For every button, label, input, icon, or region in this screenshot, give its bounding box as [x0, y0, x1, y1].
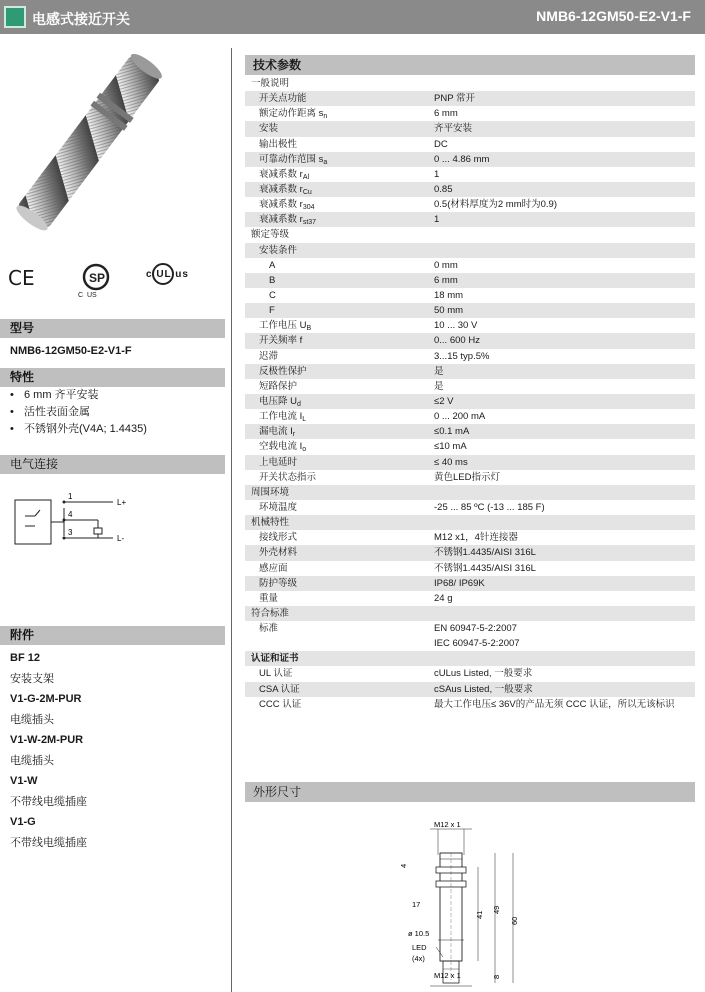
- spec-row: [245, 303, 695, 318]
- spec-label: 开关状态指示: [259, 471, 317, 483]
- spec-row: [245, 258, 695, 273]
- spec-value: 24 g: [434, 592, 453, 604]
- spec-value: cSAus Listed, 一般要求: [434, 683, 533, 695]
- spec-value: 黄色LED指示灯: [434, 471, 500, 483]
- accessory-desc: 电缆插头: [10, 713, 54, 726]
- accessory-code: V1-G: [10, 816, 36, 828]
- spec-value: 18 mm: [434, 289, 464, 301]
- spec-label: 安装: [259, 123, 279, 135]
- spec-label: 机械特性: [251, 517, 290, 529]
- specs-table: [245, 76, 695, 727]
- spec-value: 最大工作电压≤ 36V的产品无须 CCC 认证，所以无该标识: [434, 698, 675, 710]
- wiring-diagram: [10, 488, 150, 554]
- spec-label: 衰减系数 $r_{st37}$: [259, 214, 317, 227]
- spec-row: [245, 212, 695, 227]
- spec-value: -25 ... 85 ºC (-13 ... 185 F): [434, 501, 545, 513]
- spec-label: 开关点功能: [259, 93, 307, 105]
- spec-value: 不锈钢1.4435/AISI 316L: [434, 547, 536, 559]
- spec-row: [245, 121, 695, 136]
- accessories-section-title: 附件: [0, 626, 225, 645]
- model-number: NMB6-12GM50-E2-V1-F: [536, 8, 691, 24]
- spec-label: 衰减系数 $r_{Al}$: [259, 168, 310, 181]
- spec-row: [245, 91, 695, 106]
- spec-row: [245, 333, 695, 348]
- spec-row: [245, 167, 695, 182]
- spec-value: 是: [434, 365, 444, 377]
- type-value: NMB6-12GM50-E2-V1-F: [10, 345, 132, 357]
- spec-label: 额定等级: [251, 229, 290, 241]
- spec-label-subscript: B: [306, 325, 312, 333]
- pin-3-label: 3: [68, 528, 73, 537]
- spec-row: [245, 288, 695, 303]
- diameter-label: ø 10.5: [408, 929, 430, 938]
- spec-label: 漏电流 $I_r$: [259, 426, 296, 439]
- spec-value: 6 mm: [434, 274, 458, 286]
- spec-label-subscript: a: [323, 158, 328, 166]
- spec-label: 可靠动作范围 $s_a$: [259, 153, 328, 166]
- spec-label: 周围环境: [251, 486, 290, 498]
- spec-label-subscript: Cu: [302, 188, 312, 196]
- spec-row: [245, 364, 695, 379]
- spec-value: 6 mm: [434, 108, 458, 120]
- spec-label: 工作电流 $I_L$: [259, 411, 307, 424]
- spec-label: 衰减系数 $r_{Cu}$: [259, 183, 312, 196]
- accessory-code: BF 12: [10, 652, 40, 664]
- spec-label: 输出极性: [259, 138, 298, 150]
- spec-label-subscript: st37: [302, 219, 317, 227]
- spec-row: [245, 318, 695, 333]
- spec-value: 是: [434, 380, 444, 392]
- dimension-drawing: [400, 815, 540, 992]
- spec-label: 防护等级: [259, 577, 298, 589]
- spec-row: [245, 137, 695, 152]
- led-count-label: (4x): [412, 954, 425, 963]
- led-label: LED: [412, 943, 427, 952]
- csa-logo: [78, 262, 118, 302]
- wrench-size-label: 17: [412, 900, 421, 909]
- spec-value: 0... 600 Hz: [434, 335, 480, 347]
- spec-row: [245, 697, 695, 727]
- spec-value: cULus Listed, 一般要求: [434, 668, 533, 680]
- spec-label: 感应面: [259, 562, 288, 574]
- l-minus-label: L-: [117, 534, 125, 543]
- l-plus-label: L+: [117, 498, 127, 507]
- spec-label: A: [269, 259, 276, 271]
- spec-row: [245, 485, 695, 500]
- spec-row: [245, 152, 695, 167]
- spec-label: 符合标准: [251, 607, 290, 619]
- ce-mark: [8, 266, 35, 290]
- feature-item: • 活性表面金属: [10, 404, 147, 421]
- spec-row: [245, 530, 695, 545]
- spec-value: 0.85: [434, 183, 453, 195]
- accessory-desc: 电缆插头: [10, 754, 54, 767]
- ul-logo: [146, 262, 189, 280]
- spec-row: [245, 197, 695, 212]
- brand-logo: [4, 6, 26, 28]
- spec-value: ≤0.1 mA: [434, 426, 470, 438]
- feature-item: • 6 mm 齐平安装: [10, 387, 147, 404]
- spec-row: [245, 636, 695, 651]
- electrical-section-title: 电气连接: [0, 455, 225, 474]
- spec-label: 衰减系数 $r_{304}$: [259, 199, 315, 212]
- spec-row: [245, 576, 695, 591]
- spec-label: CCC 认证: [259, 698, 302, 710]
- column-divider: [231, 48, 232, 992]
- spec-value: 3...15 typ.5%: [434, 350, 490, 362]
- spec-label-subscript: Al: [302, 173, 310, 181]
- specs-title: 技术参数: [245, 55, 695, 75]
- spec-label: 重量: [259, 592, 279, 604]
- ce-mark-text: CE: [8, 266, 35, 290]
- spec-row: [245, 515, 695, 530]
- spec-value: 0 ... 4.86 mm: [434, 153, 490, 165]
- spec-row: [245, 106, 695, 121]
- dimensions-title: 外形尺寸: [245, 782, 695, 802]
- spec-label: 额定动作距离 $s_n$: [259, 108, 328, 121]
- spec-label: 环境温度: [259, 501, 298, 513]
- spec-value: 0.5(材料厚度为2 mm时为0.9): [434, 199, 557, 211]
- spec-row: [245, 545, 695, 560]
- spec-row: [245, 651, 695, 666]
- spec-row: [245, 470, 695, 485]
- spec-row: [245, 682, 695, 697]
- spec-label: CSA 认证: [259, 683, 300, 695]
- spec-value: 不锈钢1.4435/AISI 316L: [434, 562, 536, 574]
- pin-4-label: 4: [68, 510, 73, 519]
- spec-value: 10 ... 30 V: [434, 320, 478, 332]
- spec-value: 0 ... 200 mA: [434, 411, 486, 423]
- spec-row: [245, 273, 695, 288]
- spec-label: 接线形式: [259, 532, 298, 544]
- spec-value: PNP 常开: [434, 93, 476, 105]
- spec-value: IP68/ IP69K: [434, 577, 485, 589]
- spec-value: 1: [434, 168, 440, 180]
- spec-label-subscript: n: [323, 113, 328, 121]
- spec-row: [245, 349, 695, 364]
- nut-height-label: 4: [399, 863, 408, 868]
- accessory-code: V1-W-2M-PUR: [10, 734, 84, 746]
- accessory-code: V1-G-2M-PUR: [10, 693, 82, 705]
- spec-value: DC: [434, 138, 448, 150]
- spec-label: 电压降 $U_d$: [259, 395, 301, 408]
- spec-label: F: [269, 305, 275, 317]
- spec-value: ≤10 mA: [434, 441, 467, 453]
- header-bar: [0, 0, 705, 34]
- spec-row: [245, 76, 695, 91]
- spec-label: 一般说明: [251, 78, 290, 89]
- spec-label: 标准: [259, 623, 279, 635]
- spec-value: IEC 60947-5-2:2007: [434, 638, 520, 650]
- spec-row: [245, 621, 695, 636]
- csa-label: C US: [78, 292, 97, 299]
- spec-label: 上电延时: [259, 456, 298, 468]
- accessory-desc: 不带线电缆插座: [10, 836, 87, 849]
- spec-label-subscript: r: [292, 431, 296, 439]
- length-60-label: 60: [510, 916, 519, 925]
- spec-row: [245, 424, 695, 439]
- spec-row: [245, 227, 695, 242]
- features-list: [10, 387, 147, 438]
- thread-bottom-label: M12 x 1: [434, 971, 461, 980]
- length-8-label: 8: [492, 974, 501, 979]
- spec-label: 认证和证书: [251, 653, 299, 665]
- spec-row: [245, 666, 695, 681]
- type-section-title: 型号: [0, 319, 225, 338]
- spec-row: [245, 182, 695, 197]
- accessory-desc: 不带线电缆插座: [10, 795, 87, 808]
- spec-label: 迟滞: [259, 350, 279, 362]
- spec-label: 反极性保护: [259, 365, 307, 377]
- spec-value: ≤ 40 ms: [434, 456, 468, 468]
- spec-value: 齐平安装: [434, 123, 473, 135]
- feature-item: • 不锈钢外壳(V4A; 1.4435): [10, 421, 147, 438]
- spec-label: 安装条件: [259, 244, 298, 256]
- spec-label-subscript: 304: [302, 204, 315, 212]
- spec-label-subscript: o: [302, 446, 307, 454]
- spec-value: 1: [434, 214, 440, 226]
- thread-top-label: M12 x 1: [434, 820, 461, 829]
- spec-value: EN 60947-5-2:2007: [434, 623, 517, 635]
- length-41-label: 41: [475, 910, 484, 919]
- spec-row: [245, 409, 695, 424]
- spec-value: 0 mm: [434, 259, 458, 271]
- spec-row: [245, 394, 695, 409]
- spec-label: 工作电压 $U_B$: [259, 320, 312, 333]
- spec-label: UL 认证: [259, 668, 293, 680]
- spec-label-subscript: d: [297, 400, 301, 408]
- spec-row: [245, 439, 695, 454]
- spec-row: [245, 606, 695, 621]
- spec-row: [245, 379, 695, 394]
- spec-value: M12 x1，4针连接器: [434, 532, 518, 544]
- spec-row: [245, 243, 695, 258]
- accessory-code: V1-W: [10, 775, 38, 787]
- accessories-list: [10, 648, 87, 853]
- spec-row: [245, 455, 695, 470]
- spec-label: 开关频率 f: [259, 335, 303, 347]
- spec-label-subscript: L: [302, 416, 307, 424]
- length-49-label: 49: [492, 905, 501, 914]
- spec-label: 短路保护: [259, 380, 298, 392]
- sensor-product-image: [10, 60, 225, 235]
- page-title: 电感式接近开关: [32, 11, 130, 27]
- spec-row: [245, 500, 695, 515]
- features-section-title: 特性: [0, 368, 225, 387]
- spec-row: [245, 561, 695, 576]
- spec-label: B: [269, 274, 276, 286]
- spec-value: ≤2 V: [434, 395, 454, 407]
- spec-label: C: [269, 289, 276, 301]
- spec-label: 空载电流 $I_o$: [259, 441, 307, 454]
- spec-value: 50 mm: [434, 305, 464, 317]
- pin-1-label: 1: [68, 492, 73, 501]
- svg-text:SP: SP: [89, 271, 106, 285]
- spec-label: 外壳材料: [259, 547, 298, 559]
- ul-label: c UL us: [146, 269, 189, 280]
- spec-row: [245, 591, 695, 606]
- accessory-desc: 安装支架: [10, 672, 54, 685]
